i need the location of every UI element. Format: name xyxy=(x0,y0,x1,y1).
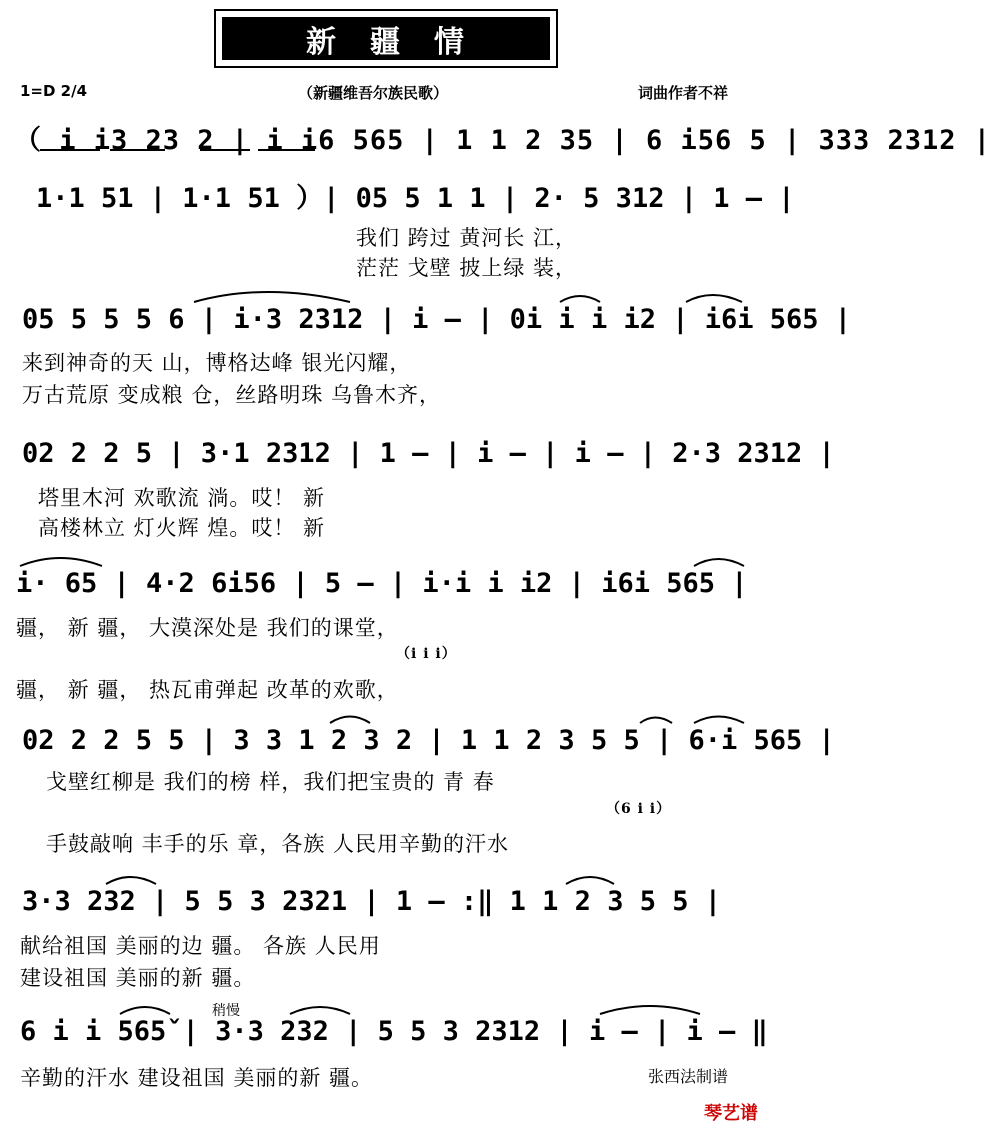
score-row-7-notes: 3·3 232 | 5 5 3 2321 | 1 — :‖ 1 1 2 3 5 5 | xyxy=(22,886,721,917)
score-row-5-variant: （i i i） xyxy=(396,646,457,662)
slur xyxy=(694,717,744,724)
score-row-6-lyric-2: 手鼓敲响 丰手的乐 章，各族 人民用辛勤的汗水 xyxy=(46,832,510,856)
song-title: 新 疆 情 xyxy=(222,17,550,60)
key-signature: 1=D 2/4 xyxy=(20,82,88,100)
slur xyxy=(194,292,350,302)
score-row-8-lyric: 辛勤的汗水 建设祖国 美丽的新 疆。 xyxy=(20,1066,374,1090)
score-row-2-lyric-2: 茫茫 戈壁 披上绿 装， xyxy=(356,256,578,280)
score-row-4-lyric-1: 塔里木河 欢歌流 淌。哎！ 新 xyxy=(38,486,326,510)
slur xyxy=(290,1007,350,1014)
score-row-2-lyric-1: 我们 跨过 黄河长 江， xyxy=(356,226,578,250)
slur xyxy=(566,877,614,884)
tempo-marking: 稍慢 xyxy=(212,1003,240,1019)
slur xyxy=(686,295,742,302)
score-row-3-lyric-2: 万古荒原 变成粮 仓，丝路明珠 乌鲁木齐， xyxy=(22,383,442,407)
score-row-7-lyric-1: 献给祖国 美丽的边 疆。 各族 人民用 xyxy=(20,934,381,958)
score-row-2-notes: 1·1 51 | 1·1 51 ）| 05 5 1 1 | 2· 5 312 | 1 — | xyxy=(36,183,795,214)
score-row-5-lyric-2: 疆， 新 疆， 热瓦甫弹起 改革的欢歌， xyxy=(16,678,399,702)
score-row-7-lyric-2: 建设祖国 美丽的新 疆。 xyxy=(20,966,256,990)
score-row-4-notes: 02 2 2 5 | 3·1 2312 | 1 — | i — | i — | 2·3 2312 | xyxy=(22,438,835,469)
song-origin: （新疆维吾尔族民歌） xyxy=(298,84,449,102)
score-row-3-notes: 05 5 5 5 6 | i·3 2312 | i — | 0i i i i2 | i6i 565 | xyxy=(22,304,852,335)
score-row-5-lyric-1: 疆， 新 疆， 大漠深处是 我们的课堂， xyxy=(16,616,399,640)
score-row-1-notes: （ i i3 23 2 | i i6 565 | 1 1 2 35 | 6 i56 5 | 333 2312 | xyxy=(14,125,991,156)
score-row-6-notes: 02 2 2 5 5 | 3 3 1 2 3 2 | 1 1 2 3 5 5 | 6·i 565 | xyxy=(22,725,835,756)
slur xyxy=(120,1007,170,1014)
slur xyxy=(640,718,672,724)
score-row-3-lyric-1: 来到神奇的天 山，博格达峰 银光闪耀， xyxy=(22,351,412,375)
author-note: 词曲作者不祥 xyxy=(638,84,729,102)
slur xyxy=(106,877,156,884)
score-row-8-notes: 6 i i 565ˇ| 3·3 232 | 5 5 3 2312 | i — | i — ‖ xyxy=(20,1016,768,1047)
arranger-credit: 张西法制谱 xyxy=(648,1067,729,1086)
score-row-6-lyric-1: 戈壁红柳是 我们的榜 样，我们把宝贵的 青 春 xyxy=(46,770,495,794)
slur xyxy=(694,559,744,566)
score-row-4-lyric-2: 高楼林立 灯火辉 煌。哎！ 新 xyxy=(38,516,326,540)
slur xyxy=(560,296,600,302)
site-watermark: 琴艺谱 xyxy=(704,1103,758,1124)
score-row-6-variant: （6 i i） xyxy=(606,801,672,817)
slur xyxy=(330,717,370,724)
slur xyxy=(600,1006,700,1014)
score-row-5-notes: i· 65 | 4·2 6i56 | 5 — | i·i i i2 | i6i 565 | xyxy=(16,568,748,599)
slur xyxy=(20,558,102,566)
